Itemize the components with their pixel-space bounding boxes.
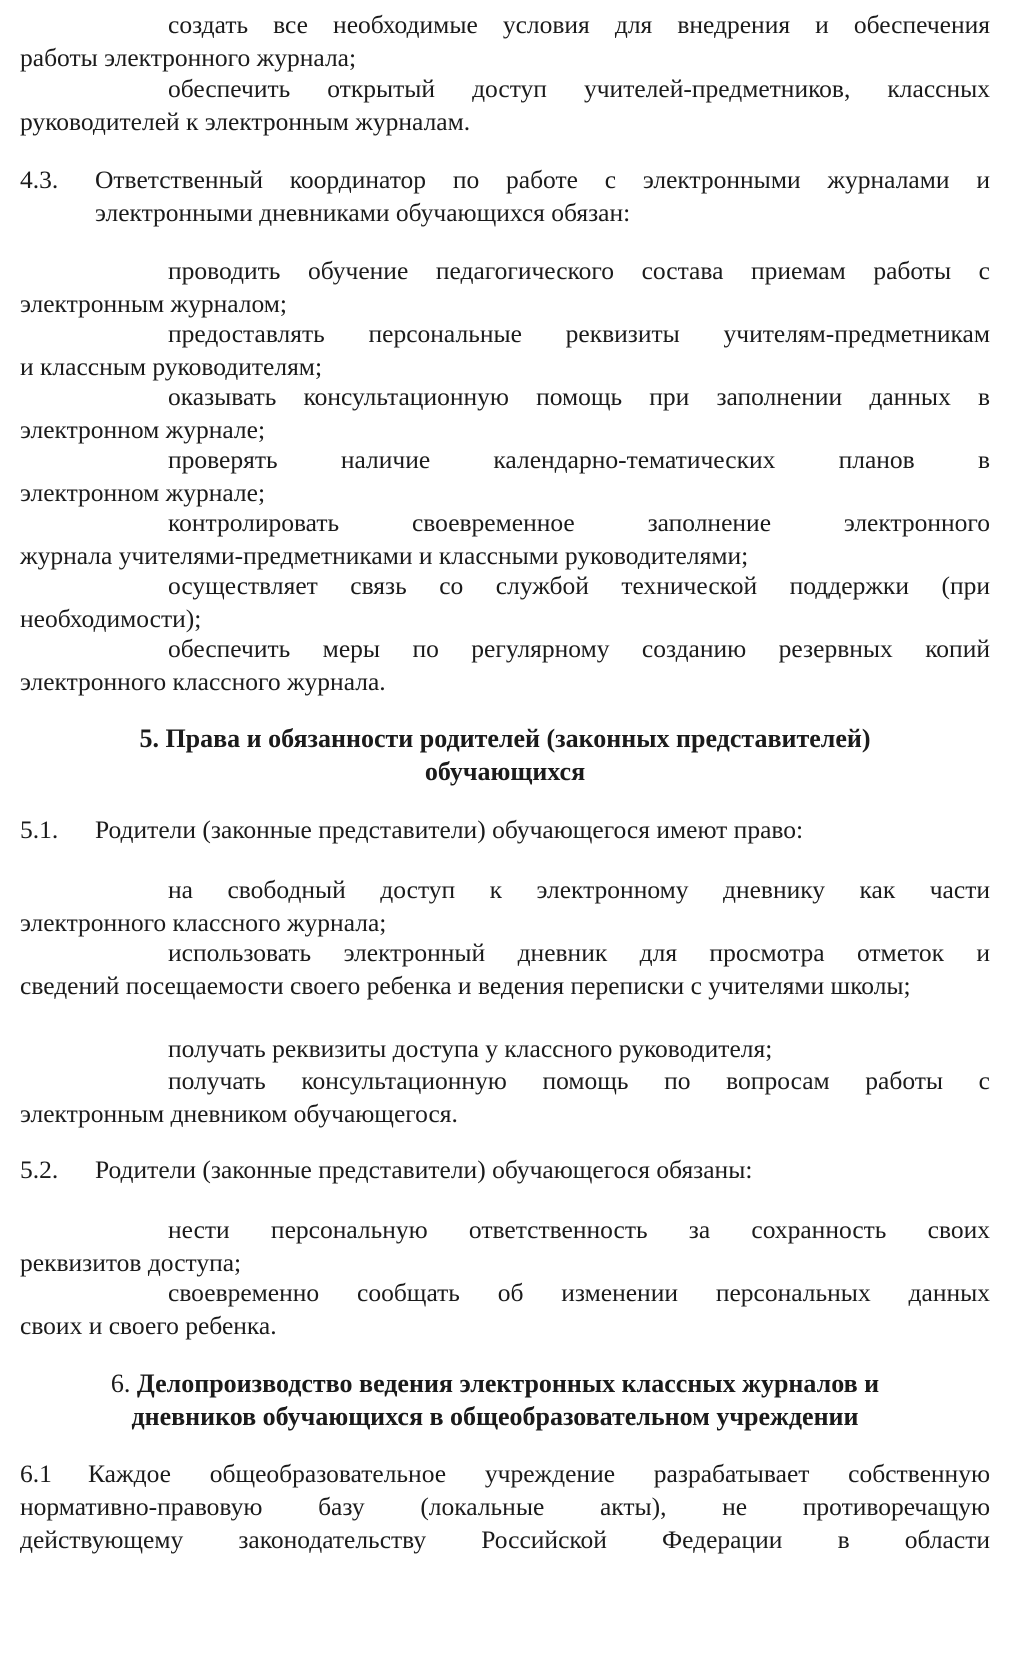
- bullet-text-continued: электронном журнале;: [20, 415, 266, 444]
- bullet-item: [20, 317, 990, 383]
- section-text: Родители (законные представители) обучающегося обязаны:: [95, 1155, 753, 1184]
- bullet-item: [20, 254, 990, 320]
- bullet-text: проверять наличие календарно-тематических планов в: [168, 445, 990, 474]
- heading-line: дневников обучающихся в общеобразовательном учреждении: [131, 1402, 859, 1431]
- section-number: 5.1.: [20, 815, 59, 844]
- bullet-text: на свободный доступ к электронному дневнику как части: [168, 875, 990, 904]
- section-number: 5.2.: [20, 1155, 59, 1184]
- section-text: нормативно-правовую базу (локальные акты), не противоречащую: [20, 1492, 990, 1521]
- section-4-3: [20, 163, 990, 229]
- heading-line: Делопроизводство ведения электронных классных журналов и: [136, 1369, 880, 1398]
- bullet-text-continued: своих и своего ребенка.: [20, 1311, 277, 1340]
- section-number: 4.3.: [20, 165, 59, 194]
- section-5-1: [20, 813, 990, 846]
- bullet-text: проводить обучение педагогического состава приемам работы с: [168, 256, 990, 285]
- bullet-text-continued: сведений посещаемости своего ребенка и ведения переписки с учителями школы;: [20, 971, 911, 1000]
- bullet-text-continued: электронном журнале;: [20, 478, 266, 507]
- section-heading-6: [60, 1367, 930, 1433]
- bullet-text: осуществляет связь со службой технической поддержки (при: [168, 571, 990, 600]
- section-text: Каждое общеобразовательное учреждение разрабатывает собственную: [88, 1459, 990, 1488]
- bullet-text: контролировать своевременное заполнение электронного: [168, 508, 990, 537]
- bullet-text-continued: необходимости);: [20, 604, 202, 633]
- bullet-text: получать консультационную помощь по вопросам работы с: [168, 1066, 990, 1095]
- bullet-item: [20, 72, 990, 138]
- bullet-item: [20, 1064, 990, 1130]
- bullet-text: предоставлять персональные реквизиты учителям-предметникам: [168, 319, 990, 348]
- bullet-item: [20, 632, 990, 698]
- section-5-2: [20, 1153, 990, 1186]
- heading-number: 6.: [110, 1369, 131, 1398]
- bullet-item: [20, 1032, 990, 1065]
- bullet-text: обеспечить меры по регулярному созданию резервных копий: [168, 634, 990, 663]
- bullet-text-continued: работы электронного журнала;: [20, 43, 357, 72]
- bullet-text-continued: и классным руководителям;: [20, 352, 323, 381]
- section-number: 6.1: [20, 1459, 52, 1488]
- bullet-text-continued: реквизитов доступа;: [20, 1248, 242, 1277]
- bullet-text-continued: электронным журналом;: [20, 289, 287, 318]
- bullet-text: создать все необходимые условия для внедрения и обеспечения: [168, 10, 990, 39]
- bullet-item: [20, 1213, 990, 1279]
- bullet-text: получать реквизиты доступа у классного руководителя;: [168, 1034, 773, 1063]
- bullet-text-continued: электронным дневником обучающегося.: [20, 1099, 458, 1128]
- section-heading-5: [20, 722, 990, 788]
- bullet-item: [20, 569, 990, 635]
- bullet-text-continued: электронного классного журнала;: [20, 908, 387, 937]
- section-text: Родители (законные представители) обучающегося имеют право:: [95, 815, 804, 844]
- bullet-item: [20, 1276, 990, 1342]
- bullet-item: [20, 8, 990, 74]
- bullet-text: использовать электронный дневник для просмотра отметок и: [168, 938, 990, 967]
- section-text: действующему законодательству Российской Федерации в области: [20, 1525, 990, 1554]
- section-text: Ответственный координатор по работе с электронными журналами и: [95, 165, 990, 194]
- bullet-item: [20, 443, 990, 509]
- bullet-item: [20, 873, 990, 939]
- bullet-text: оказывать консультационную помощь при заполнении данных в: [168, 382, 990, 411]
- bullet-text: обеспечить открытый доступ учителей-предметников, классных: [168, 74, 990, 103]
- section-text: электронными дневниками обучающихся обязан:: [95, 198, 631, 227]
- bullet-text: своевременно сообщать об изменении персональных данных: [168, 1278, 990, 1307]
- bullet-text: нести персональную ответственность за сохранность своих: [168, 1215, 990, 1244]
- heading-line: обучающихся: [424, 757, 586, 786]
- bullet-text-continued: журнала учителями-предметниками и классными руководителями;: [20, 541, 749, 570]
- bullet-text-continued: электронного классного журнала.: [20, 667, 386, 696]
- bullet-item: [20, 380, 990, 446]
- heading-line: 5. Права и обязанности родителей (законных представителей): [139, 724, 871, 753]
- section-6-1: [20, 1457, 990, 1556]
- bullet-item: [20, 506, 990, 572]
- bullet-text-continued: руководителей к электронным журналам.: [20, 107, 471, 136]
- bullet-item: [20, 936, 990, 1002]
